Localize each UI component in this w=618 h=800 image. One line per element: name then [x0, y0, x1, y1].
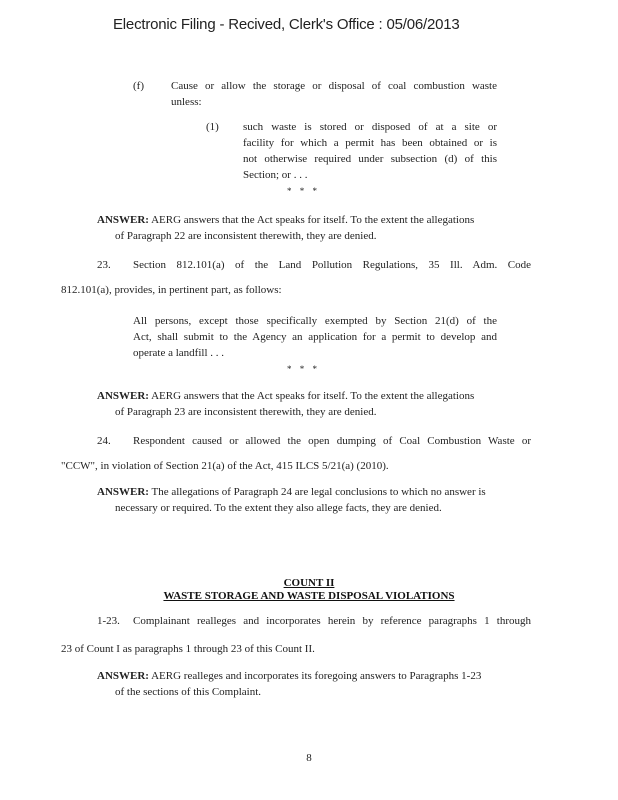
para-1-23-line2: 23 of Count I as paragraphs 1 through 23 of this Count II. — [61, 643, 315, 655]
quote-f-item-line1: such waste is stored or disposed of at a site or — [243, 121, 497, 133]
quote-23-line2: Act, shall submit to the Agency an application for a permit to develop and — [133, 331, 497, 343]
para-24-line2: "CCW", in violation of Section 21(a) of the Act, 415 ILCS 5/21(a) (2010). — [61, 460, 389, 472]
answer-1-23-line2: of the sections of this Complaint. — [115, 686, 262, 698]
answer-22-line1 — [97, 212, 521, 228]
answer-23-line1 — [97, 388, 521, 404]
answer-label: ANSWER: — [97, 670, 149, 682]
quote-f-item-label: (1) — [206, 121, 219, 133]
para-23-line1: Section 812.101(a) of the Land Pollution Regulations, 35 Ill. Adm. Code — [133, 259, 531, 271]
answer-23-text: AERG answers that the Act speaks for itself. To the extent the allegations — [151, 390, 475, 402]
quote-f-line2: unless: — [171, 96, 202, 108]
quote-f-label: (f) — [133, 80, 144, 92]
quote-f-item-line4: Section; or . . . — [243, 169, 308, 181]
para-1-23-line1: Complainant realleges and incorporates herein by reference paragraphs 1 through — [133, 615, 531, 627]
answer-label: ANSWER: — [97, 214, 149, 226]
quote-23-line3: operate a landfill . . . — [133, 347, 225, 359]
para-23-line2: 812.101(a), provides, in pertinent part, as follows: — [61, 284, 282, 296]
quote-f-item-line3: not otherwise required under subsection (d) of this — [243, 153, 497, 165]
quote-f-item-line2: facility for which a permit has been obtained or is — [243, 137, 497, 149]
answer-24-line1 — [97, 484, 521, 500]
page-number: 8 — [306, 752, 312, 764]
answer-1-23-line1 — [97, 668, 521, 684]
para-1-23-number: 1-23. — [97, 615, 120, 627]
para-24-number: 24. — [97, 435, 111, 447]
answer-24-text: The allegations of Paragraph 24 are legal conclusions to which no answer is — [151, 486, 486, 498]
answer-1-23-text: AERG realleges and incorporates its foregoing answers to Paragraphs 1-23 — [151, 670, 482, 682]
answer-22-text: AERG answers that the Act speaks for itself. To the extent the allegations — [151, 214, 475, 226]
answer-label: ANSWER: — [97, 486, 149, 498]
answer-22-line2: of Paragraph 22 are inconsistent therewith, they are denied. — [115, 230, 377, 242]
quote-23-line1: All persons, except those specifically exempted by Section 21(d) of the — [133, 315, 497, 327]
filing-stamp: Electronic Filing - Recived, Clerk's Office : 05/06/2013 — [113, 16, 460, 33]
para-24-line1: Respondent caused or allowed the open dumping of Coal Combustion Waste or — [133, 435, 531, 447]
para-23-number: 23. — [97, 259, 111, 271]
count-ii-subtitle: WASTE STORAGE AND WASTE DISPOSAL VIOLATIONS — [163, 590, 455, 602]
ellipsis-stars: * * * — [287, 186, 320, 196]
answer-23-line2: of Paragraph 23 are inconsistent therewith, they are denied. — [115, 406, 377, 418]
answer-label: ANSWER: — [97, 390, 149, 402]
ellipsis-stars: * * * — [287, 364, 320, 374]
quote-f-line1: Cause or allow the storage or disposal of coal combustion waste — [171, 80, 497, 92]
count-ii-title: COUNT II — [283, 577, 335, 589]
answer-24-line2: necessary or required. To the extent they also allege facts, they are denied. — [115, 502, 442, 514]
